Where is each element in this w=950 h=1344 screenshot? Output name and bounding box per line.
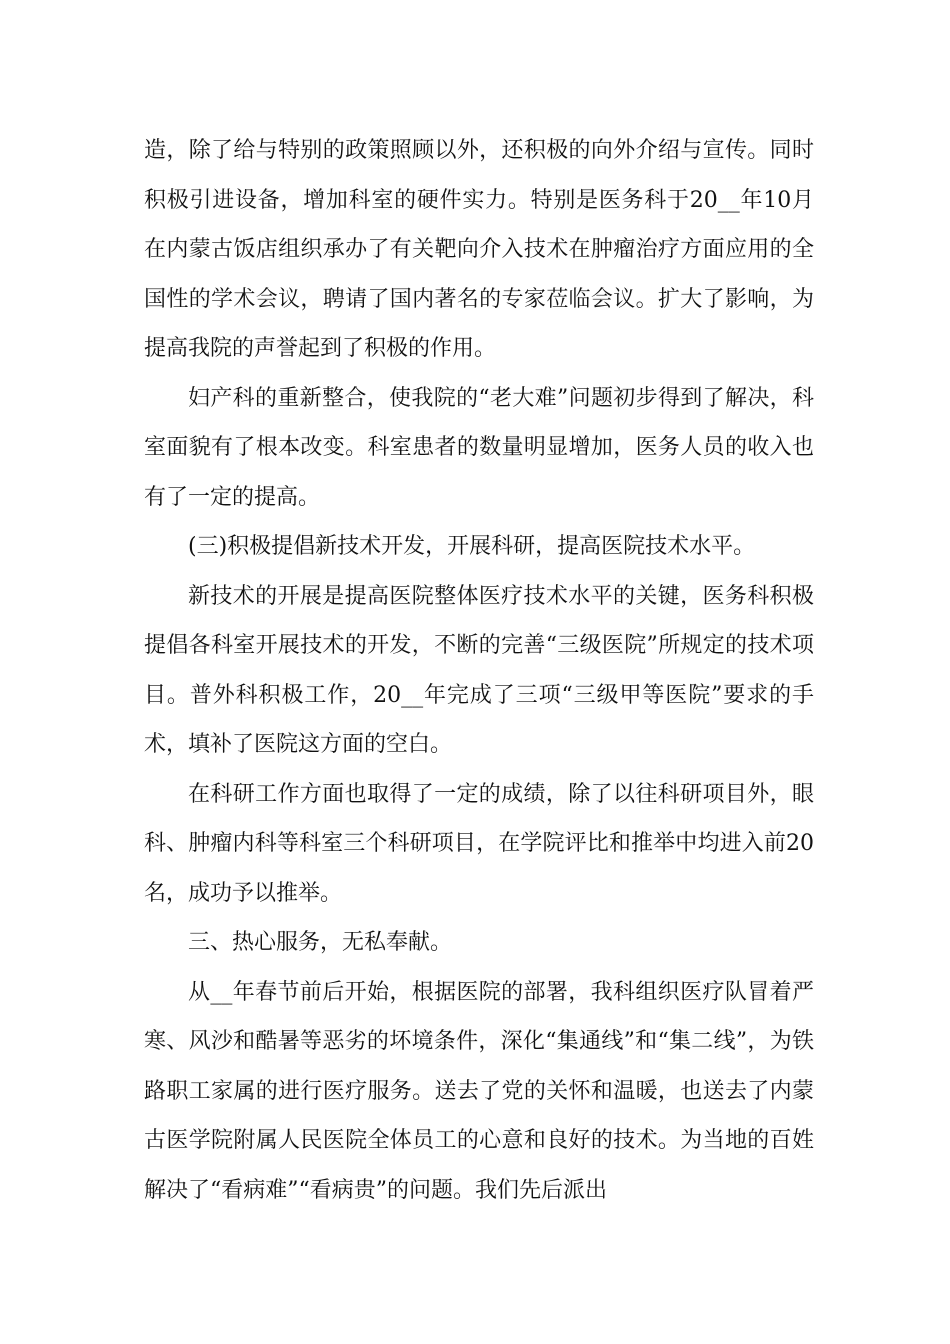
paragraph-1: 造，除了给与特别的政策照顾以外，还积极的向外介绍与宣传。同时积极引进设备，增加科室的硬件实力。特别是医务科于20__年10月在内蒙古饭店组织承办了有关靶向介入技术在肿瘤治疗方面应用的全国性的学术会议，聘请了国内著名的专家莅临会议。扩大了影响，为提高我院的声誉起到了积极的作用。 — [144, 138, 814, 361]
paragraph-4: 在科研工作方面也取得了一定的成绩，除了以往科研项目外，眼科、肿瘤内科等科室三个科研项目，在学院评比和推举中均进入前20名，成功予以推举。 — [144, 781, 814, 906]
paragraph-5: 从__年春节前后开始，根据医院的部署，我科组织医疗队冒着严寒、风沙和酷暑等恶劣的坏境条件，深化“集通线”和“集二线”，为铁路职工家属的进行医疗服务。送去了党的关怀和温暖，也送去了内蒙古医学院附属人民医院全体员工的心意和良好的技术。为当地的百姓解决了“看病难”“看病贵”的问题。我们先后派出 — [144, 979, 814, 1203]
paragraph-2: 妇产科的重新整合，使我院的“老大难”问题初步得到了解决，科室面貌有了根本改变。科室患者的数量明显增加，医务人员的收入也有了一定的提高。 — [144, 385, 814, 510]
paragraph-3: 新技术的开展是提高医院整体医疗技术水平的关键，医务科积极提倡各科室开展技术的开发，不断的完善“三级医院”所规定的技术项目。普外科积极工作，20__年完成了三项“三级甲等医院”要求的手术，填补了医院这方面的空白。 — [144, 583, 814, 757]
section-heading: (三)积极提倡新技术开发，开展科研，提高医院技术水平。 — [188, 534, 756, 559]
document-body — [144, 126, 814, 1215]
section-title: 三、热心服务，无私奉献。 — [188, 930, 453, 955]
